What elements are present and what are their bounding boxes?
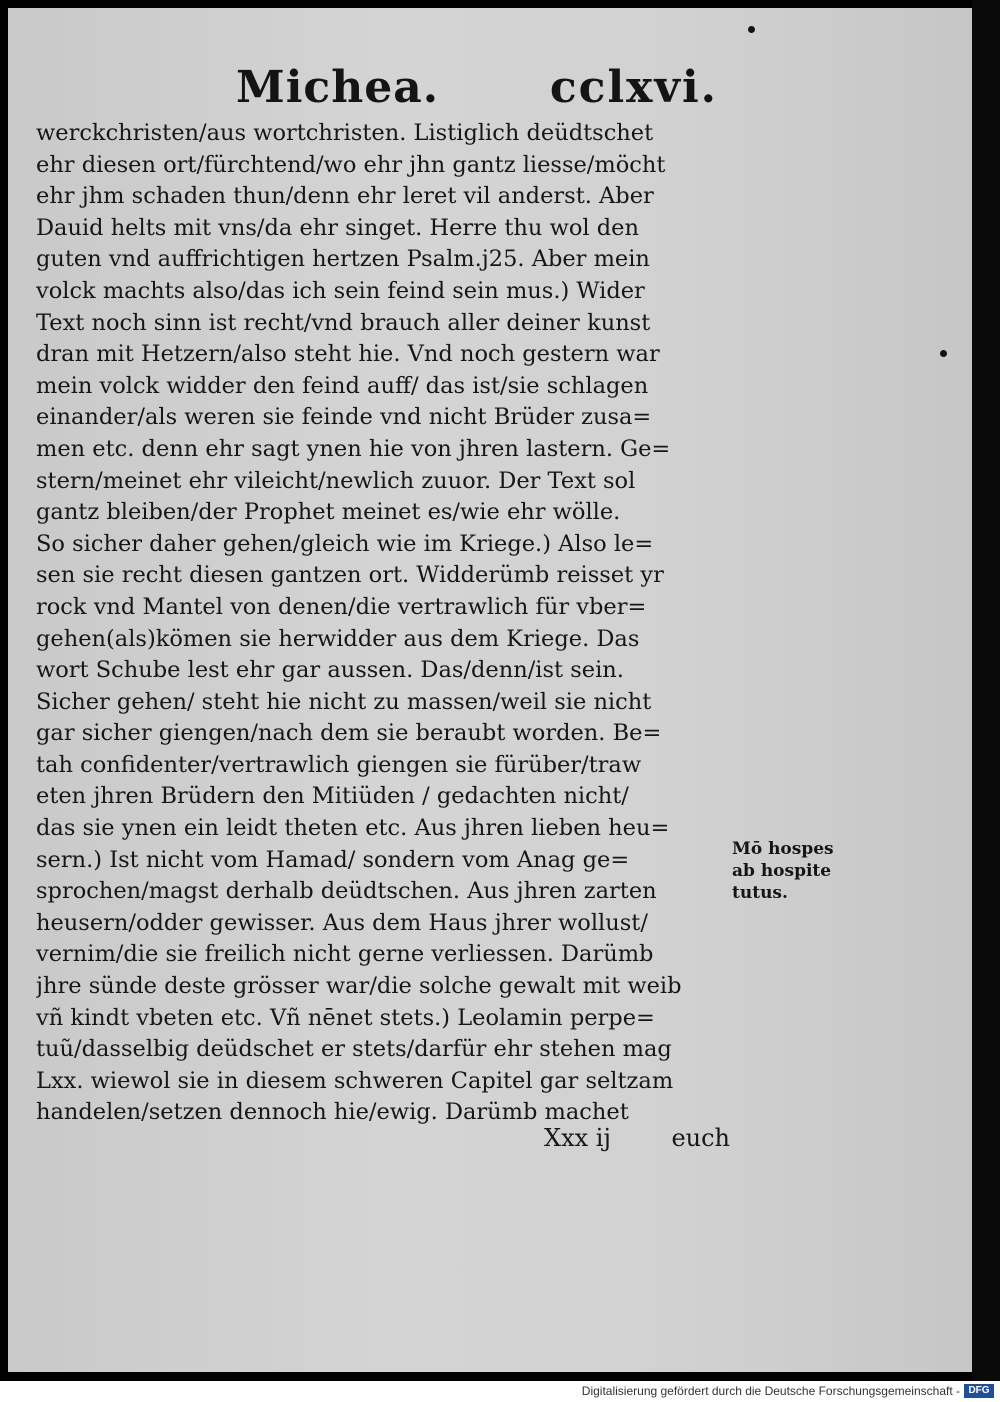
text-line: vñ kindt vbeten etc. Vñ nēnet stets.) Leolamin perpe= [36, 1004, 655, 1031]
text-line: ehr jhm schaden thun/denn ehr leret vil anderst. Aber [36, 183, 654, 210]
funding-credit: Digitalisierung gefördert durch die Deutsche Forschungsgemeinschaft - [581, 1384, 960, 1398]
marginal-line: ab hospite [732, 861, 832, 881]
text-line: Sicher gehen/ steht hie nicht zu massen/weil sie nicht [36, 688, 652, 715]
text-line: tuũ/dasselbig deüdschet er stets/darfür ehr stehen mag [36, 1036, 672, 1063]
speck-top [748, 26, 755, 33]
speck-middle [940, 350, 947, 357]
footer-bar [0, 1381, 1000, 1402]
marginal-line: Mō hospes [732, 839, 834, 859]
text-line: dran mit Hetzern/also steht hie. Vnd noch gestern war [36, 341, 660, 368]
text-line: So sicher daher gehen/gleich wie im Kriege.) Also le= [36, 530, 654, 557]
text-line: stern/meinet ehr vileicht/newlich zuuor. Der Text sol [36, 467, 636, 494]
text-line: mein volck widder den feind auff/ das ist/sie schlagen [36, 372, 649, 399]
marginal-note [732, 838, 852, 904]
page-edge [972, 0, 1000, 1381]
catchword: euch [671, 1124, 730, 1152]
text-line: Text noch sinn ist recht/vnd brauch aller deiner kunst [36, 309, 651, 336]
signature-mark: Xxx ij [544, 1124, 611, 1152]
text-line: Dauid helts mit vns/da ehr singet. Herre thu wol den [36, 214, 639, 241]
text-line: sen sie recht diesen gantzen ort. Widderümb reisset yr [36, 562, 664, 589]
text-line: ehr diesen ort/fürchtend/wo ehr jhn gantz liesse/möcht [36, 151, 666, 178]
text-line: werckchristen/aus wortchristen. Listiglich deüdtschet [36, 120, 654, 146]
text-line: eten jhren Brüdern den Mitiüden / gedachten nicht/ [36, 783, 629, 810]
body-text [36, 118, 736, 1129]
text-line: sern.) Ist nicht vom Hamad/ sondern vom Anag ge= [36, 846, 630, 873]
text-line: wort Schube lest ehr gar aussen. Das/denn/ist sein. [36, 657, 624, 684]
text-line: men etc. denn ehr sagt ynen hie von jhren lastern. Ge= [36, 435, 671, 462]
dfg-logo: DFG [964, 1384, 994, 1398]
text-line: sprochen/magst derhalb deüdtschen. Aus jhren zarten [36, 878, 657, 905]
text-line: gehen(als)kömen sie herwidder aus dem Kriege. Das [36, 625, 640, 652]
text-line: rock vnd Mantel von denen/die vertrawlich für vber= [36, 593, 647, 620]
text-line: gantz bleiben/der Prophet meinet es/wie ehr wölle. [36, 499, 621, 526]
text-line: einander/als weren sie feinde vnd nicht Brüder zusa= [36, 404, 652, 431]
text-line: volck machts also/das ich sein feind sein mus.) Wider [36, 277, 645, 304]
text-line: Lxx. wiewol sie in diesem schweren Capitel gar seltzam [36, 1067, 674, 1094]
folio-number: cclxvi. [549, 62, 718, 113]
catchword-line [500, 1124, 730, 1158]
running-title: Michea. [236, 62, 440, 113]
text-line: vernim/die sie freilich nicht gerne verliessen. Darümb [36, 941, 654, 968]
text-line: heusern/odder gewisser. Aus dem Haus jhrer wollust/ [36, 909, 648, 936]
text-line: tah confidenter/vertrawlich giengen sie fürüber/traw [36, 751, 642, 778]
text-line: das sie ynen ein leidt theten etc. Aus jhren lieben heu= [36, 815, 670, 842]
text-line: gar sicher giengen/nach dem sie beraubt worden. Be= [36, 720, 662, 747]
marginal-line: tutus. [732, 883, 788, 903]
text-line: handelen/setzen dennoch hie/ewig. Darümb machet [36, 1099, 629, 1126]
running-head [58, 62, 718, 118]
text-line: guten vnd auffrichtigen hertzen Psalm.j25. Aber mein [36, 246, 650, 273]
text-line: jhre sünde deste grösser war/die solche gewalt mit weib [36, 973, 682, 1000]
